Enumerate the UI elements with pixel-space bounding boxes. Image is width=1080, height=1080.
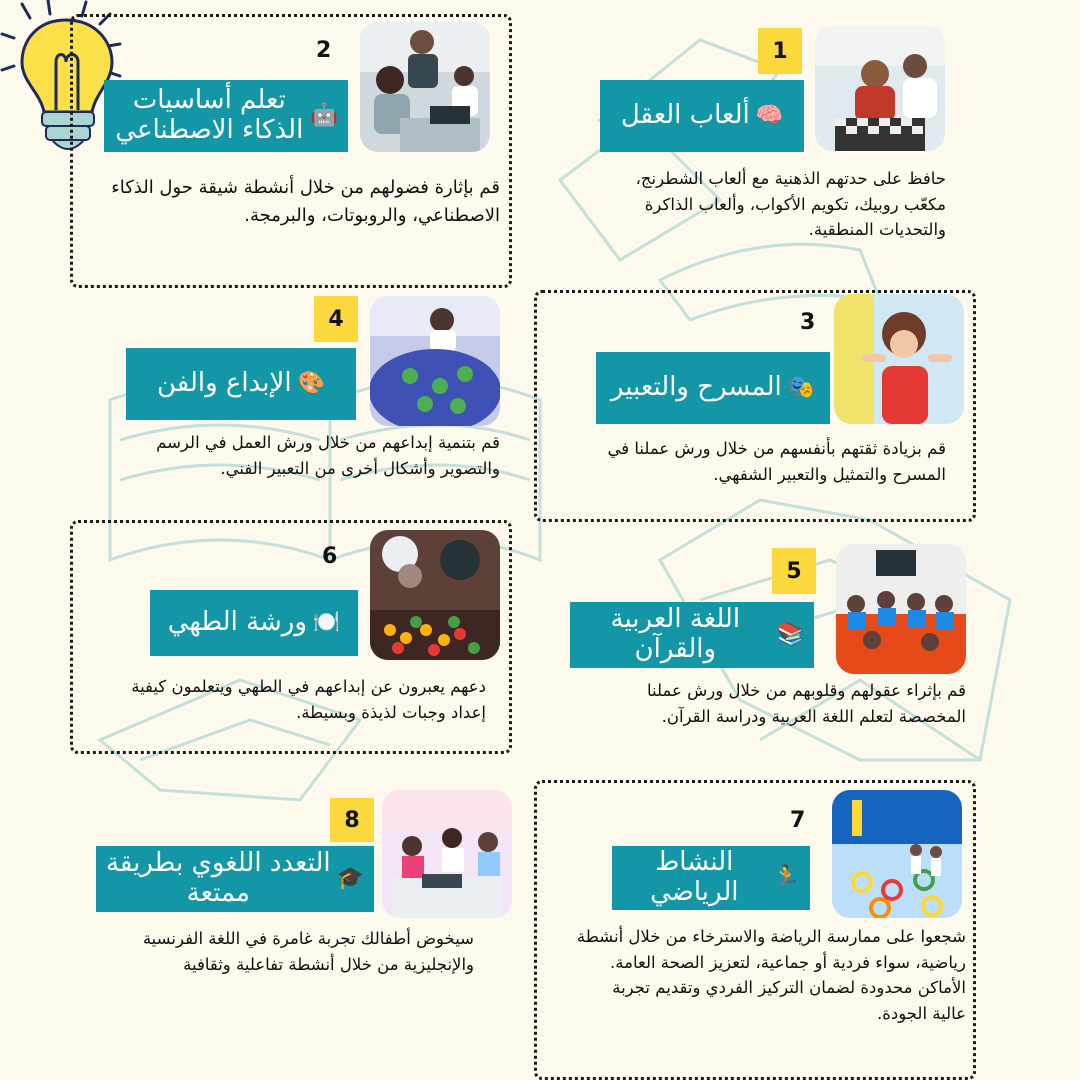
robot-icon: 🤖 [310,103,338,129]
activity-title-banner [104,80,348,152]
activity-title-banner [612,846,810,910]
activity-title-banner [96,846,374,912]
activity-title: ورشة الطهي [167,607,307,638]
palette-icon: 🎨 [297,371,325,397]
activity-description: قم بتنمية إبداعهم من خلال ورش العمل في الرسم والتصوير وأشكال أخرى من التعبير الفني. [156,433,500,478]
activity-number: 6 [322,544,338,569]
activity-description: سيخوض أطفالك تجربة غامرة في اللغة الفرنسية والإنجليزية من خلال أنشطة تفاعلية وثقافية [142,929,474,974]
activity-photo-language [382,790,512,918]
books-icon: 📚 [776,622,804,648]
activity-description: حافظ على حدتهم الذهنية مع ألعاب الشطرنج، مكعّب روبيك، تكويم الأكواب، وألعاب الذاكرة والتحديات المنطقية. [635,169,946,240]
activity-title-banner [596,352,830,424]
activity-description: قم بإثراء عقولهم وقلوبهم من خلال ورش عملنا المخصصة لتعلم اللغة العربية ودراسة القرآن. [647,681,966,726]
activity-photo-theater [834,294,964,424]
activity-title: ألعاب العقل [620,100,750,131]
activity-description: قم بإثارة فضولهم من خلال أنشطة شيقة حول الذكاء الاصطناعي، والروبوتات، والبرمجة. [111,177,500,226]
activity-number: 2 [316,38,332,63]
activity-title: الإبداع والفن [157,368,292,399]
activity-title: اللغة العربية والقرآن [610,604,741,664]
activity-title-banner [150,590,358,656]
badge-number: 5 [772,548,816,594]
activity-photo-sports [832,790,962,918]
activity-description: دعهم يعبرون عن إبداعهم في الطهي ويتعلمون كيفية إعداد وجبات لذيذة وبسيطة. [131,677,486,722]
plate-icon: 🍽️ [312,610,341,636]
runner-icon: 🏃 [772,865,800,891]
activity-photo-robotics [360,22,490,152]
badge-number: 1 [758,28,802,74]
activity-description: قم بزيادة ثقتهم بأنفسهم من خلال ورش عملنا في المسرح والتمثيل والتعبير الشفهي. [607,439,946,484]
activity-title: النشاط الرياضي [650,847,739,907]
graduation-cap-icon: 🎓 [336,866,364,892]
activity-photo-reading [836,544,966,674]
activity-number: 7 [790,808,806,833]
activity-number: 3 [800,310,816,335]
badge-number: 4 [314,296,358,342]
activity-title-banner [600,80,804,152]
activity-photo-chess [815,26,945,151]
brain-icon: 🧠 [755,103,784,129]
activity-title: المسرح والتعبير [610,372,782,403]
activity-photo-cooking [370,530,500,660]
activity-description: شجعوا على ممارسة الرياضة والاسترخاء من خلال أنشطة رياضية، سواء فردية أو جماعية، لتعزيز الصحة العامة. الأماكن محدودة لضمان التركيز الفردي وتقديم تجربة عالية الجودة. [576,927,966,1023]
badge-number: 8 [330,798,374,842]
activity-title: تعلم أساسيات الذكاء الاصطناعي [115,85,304,145]
theater-masks-icon: 🎭 [787,375,816,401]
activity-title-banner [126,348,356,420]
activity-title: التعدد اللغوي بطريقة ممتعة [105,848,331,908]
activity-title-banner [570,602,814,668]
activity-photo-art [370,296,500,426]
